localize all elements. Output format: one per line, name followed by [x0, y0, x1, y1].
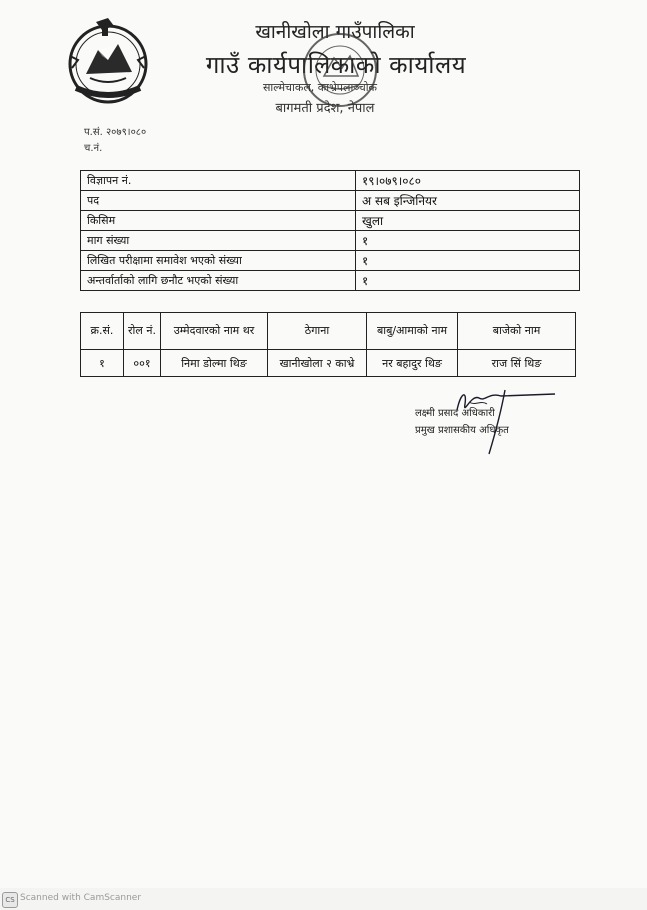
- municipality-name: खानीखोला गाउँपालिका: [255, 21, 415, 43]
- table-row: [81, 171, 580, 191]
- signature-scribble: [405, 382, 575, 457]
- signatory-name: लक्ष्मी प्रसाद अधिकारी: [415, 408, 495, 419]
- column-header-roll: रोल नं.: [124, 313, 161, 350]
- column-header-grandfather: बाजेको नाम: [458, 313, 576, 350]
- cell-parent: नर बहादुर थिङ: [367, 350, 458, 377]
- column-header-address: ठेगाना: [268, 313, 367, 350]
- column-header-parent: बाबु/आमाको नाम: [367, 313, 458, 350]
- table-row: [81, 191, 580, 211]
- info-label: माग संख्या: [81, 231, 356, 251]
- cell-roll: ००१: [124, 350, 161, 377]
- table-header-row: [81, 313, 576, 350]
- info-value: १: [356, 251, 580, 271]
- info-value: खुला: [356, 211, 580, 231]
- info-value: १: [356, 271, 580, 291]
- cell-address: खानीखोला २ काभ्रे: [268, 350, 367, 377]
- cell-serial: १: [81, 350, 124, 377]
- candidate-table: [80, 312, 576, 377]
- info-label: लिखित परीक्षामा समावेश भएको संख्या: [81, 251, 356, 271]
- vacancy-info-table: [80, 170, 580, 291]
- info-label: पद: [81, 191, 356, 211]
- office-stamp: [298, 28, 382, 112]
- office-title: गाउँ कार्यपालिकाको कार्यालय: [205, 51, 467, 79]
- cell-grandfather: राज सिं थिङ: [458, 350, 576, 377]
- table-row: [81, 350, 576, 377]
- table-row: [81, 231, 580, 251]
- info-value: अ सब इन्जिनियर: [356, 191, 580, 211]
- table-row: [81, 211, 580, 231]
- info-label: विज्ञापन नं.: [81, 171, 356, 191]
- nepal-emblem-logo: [62, 16, 154, 106]
- camscanner-icon: CS: [2, 892, 18, 908]
- cell-name: निमा डोल्मा थिङ: [161, 350, 268, 377]
- table-row: [81, 271, 580, 291]
- province-country: बागमती प्रदेश, नेपाल: [275, 101, 375, 116]
- info-label: अन्तर्वार्ताको लागि छनौट भएको संख्या: [81, 271, 356, 291]
- info-label: किसिम: [81, 211, 356, 231]
- info-value: १: [356, 231, 580, 251]
- office-address: साल्मेचाकल, काभ्रेपलाञ्चोक: [263, 81, 377, 94]
- table-row: [81, 251, 580, 271]
- column-header-name: उम्मेदवारको नाम थर: [161, 313, 268, 350]
- info-value: १९।०७९।०८०: [356, 171, 580, 191]
- scanner-footer: [0, 888, 647, 910]
- signatory-title: प्रमुख प्रशासकीय अधिकृत: [415, 425, 509, 436]
- column-header-serial: क्र.सं.: [81, 313, 124, 350]
- scanner-watermark-text: Scanned with CamScanner: [20, 893, 142, 903]
- dispatch-number: च.नं.: [84, 143, 103, 154]
- reference-number: प.सं. २०७९।०८०: [84, 127, 147, 138]
